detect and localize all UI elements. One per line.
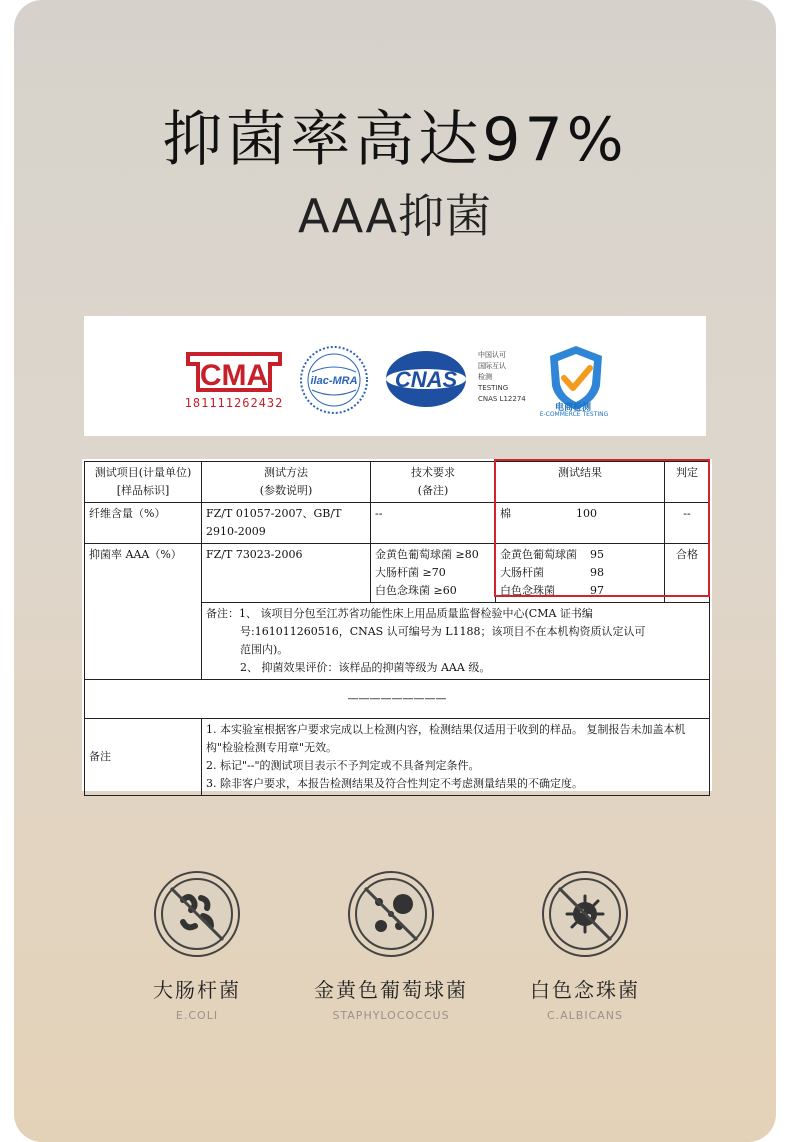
- cnas-caption-line: TESTING: [478, 384, 509, 392]
- bacteria-name: 金黄色葡萄球菌: [314, 978, 468, 1002]
- cnas-caption: [478, 350, 526, 405]
- bacteria-subname: STAPHYLOCOCCUS: [332, 1009, 450, 1022]
- req-line: 金黄色葡萄球菌 ≥80: [375, 548, 479, 561]
- staphylococcus-icon: [347, 870, 435, 958]
- certification-logos: [84, 316, 706, 436]
- remark-line: 1. 本实验室根据客户要求完成以上检测内容，检测结果仅适用于收到的样品。 复制报告未加盖本机构"检验检测专用章"无效。: [206, 723, 686, 754]
- candida-icon: [541, 870, 629, 958]
- cma-number: 181111262432: [184, 396, 284, 410]
- bacteria-item: [485, 870, 685, 1022]
- cnas-logo-icon: [384, 349, 468, 409]
- header-req-label: 技术要求: [411, 466, 455, 479]
- remark-line: 2. 标记"--"的测试项目表示不予判定或不具备判定条件。: [206, 759, 480, 772]
- header-method: [202, 462, 371, 503]
- page-subtitle: AAA抑菌: [298, 189, 492, 243]
- row2-requirement: [371, 544, 496, 603]
- row2-judgement: 合格: [665, 544, 710, 603]
- header-method-sub: (参数说明): [259, 484, 313, 497]
- header-requirement: [371, 462, 496, 503]
- row1-method: FZ/T 01057-2007、GB/T 2910-2009: [202, 503, 371, 544]
- result-name: 金黄色葡萄球菌: [500, 548, 577, 561]
- req-line: 大肠杆菌 ≥70: [375, 566, 446, 579]
- ecommerce-label: 电商检测: [554, 403, 591, 413]
- ecommerce-sublabel: E-COMMERCE TESTING: [539, 411, 609, 418]
- header-item-sub: [样品标识]: [116, 484, 170, 497]
- result-value: 95: [590, 548, 604, 561]
- remarks-cell: [202, 719, 710, 796]
- remark-line: 3. 除非客户要求，本报告检测结果及符合性判定不考虑测量结果的不确定度。: [206, 777, 583, 790]
- bacteria-icons: [0, 870, 790, 1030]
- result-value: 98: [590, 566, 604, 579]
- cnas-label: CNAS: [394, 367, 458, 392]
- result-highlight-box: [494, 459, 710, 597]
- test-report: [82, 459, 712, 791]
- ilac-mra-logo-icon: [298, 344, 370, 416]
- remarks-label: 备注: [85, 719, 202, 796]
- bacteria-name: 大肠杆菌: [153, 978, 241, 1002]
- divider-cell: —————————: [85, 680, 710, 719]
- row2-method: FZ/T 73023-2006: [202, 544, 371, 603]
- bacteria-item: [291, 870, 491, 1022]
- header-result: 测试结果: [496, 462, 665, 503]
- row2-item: 抑菌率 AAA（%）: [85, 544, 202, 680]
- bacteria-subname: C.ALBICANS: [546, 1009, 624, 1022]
- result-name: 大肠杆菌: [500, 566, 544, 579]
- divider-row: [85, 680, 710, 719]
- row1-judgement: --: [665, 503, 710, 544]
- cnas-caption-line: CNAS L12274: [478, 395, 526, 403]
- note-line: 范围内)。: [240, 643, 289, 656]
- bacteria-subname: E.COLI: [175, 1009, 219, 1022]
- note-line: 备注：1、 该项目分包至江苏省功能性床上用品质量监督检验中心(CMA 证书编: [206, 607, 593, 620]
- result-name: 白色念珠菌: [500, 584, 555, 597]
- cma-mark: CMA: [199, 359, 269, 392]
- e-coli-icon: [153, 870, 241, 958]
- header-req-sub: (备注): [417, 484, 449, 497]
- header-item-label: 测试项目(计量单位): [94, 466, 192, 479]
- row1-result-value: 100: [576, 507, 597, 520]
- header-method-label: 测试方法: [264, 466, 308, 479]
- remarks-row: [85, 719, 710, 796]
- result-value: 97: [590, 584, 604, 597]
- bacteria-item: [97, 870, 297, 1022]
- row1-item: 纤维含量（%）: [85, 503, 202, 544]
- cnas-caption-line: 国际互认: [478, 362, 506, 370]
- header-item: [85, 462, 202, 503]
- cnas-caption-line: 中国认可: [478, 351, 506, 359]
- note-line: 号:161011260516，CNAS 认可编号为 L1188；该项目不在本机构资质认定认可: [240, 625, 646, 638]
- page-title: 抑菌率高达97%: [162, 105, 628, 175]
- note-cell: [202, 603, 710, 680]
- cnas-caption-line: 检测: [478, 373, 492, 381]
- req-line: 白色念珠菌 ≥60: [375, 584, 457, 597]
- header-judgement: 判定: [665, 462, 710, 503]
- row1-result-name: 棉: [500, 507, 511, 520]
- row1-requirement: --: [371, 503, 496, 544]
- ilac-label: ilac-MRA: [310, 375, 358, 387]
- note-line: 2、 抑菌效果评价：该样品的抑菌等级为 AAA 级。: [240, 661, 491, 674]
- bacteria-name: 白色念珠菌: [530, 978, 640, 1002]
